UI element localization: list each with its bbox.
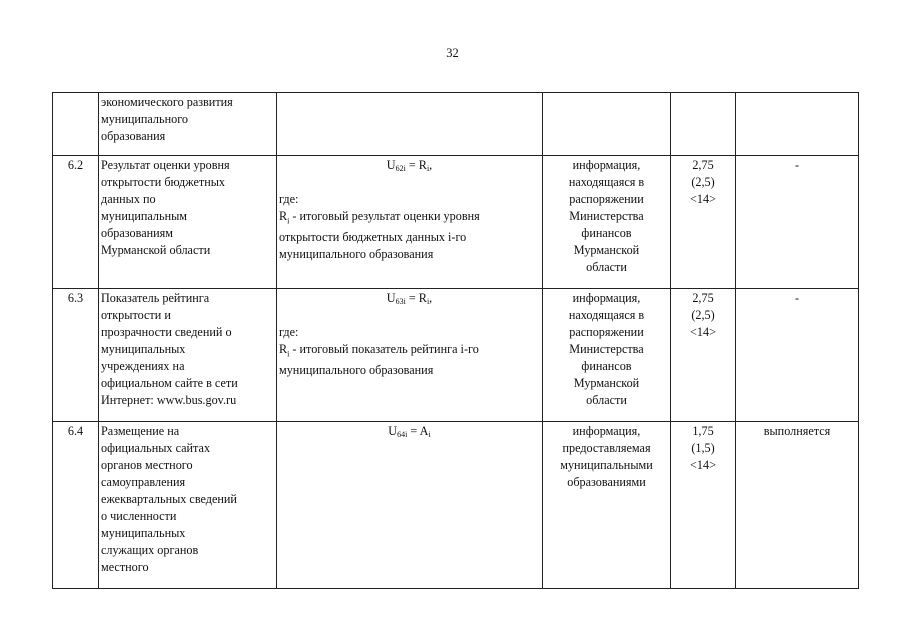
name-line: муниципального [101, 112, 188, 126]
formula-rhs-sub: i [426, 297, 430, 306]
source-line: Министерства [569, 342, 644, 356]
source-line: находящаяся в [568, 175, 645, 189]
table-row-6-4 [53, 422, 859, 589]
name-line: ежеквартальных сведений [101, 492, 237, 506]
formula-tail: , [429, 291, 433, 305]
weight-line: (2,5) [691, 175, 715, 189]
source-line: распоряжении [569, 325, 644, 339]
definition-line: открытости бюджетных данных i-го [279, 230, 467, 245]
name-line: официальных сайтах [101, 441, 211, 455]
cell-num: 6.3 [53, 289, 99, 422]
definition-line: муниципального образования [279, 247, 434, 262]
name-line: экономического развития [101, 95, 233, 109]
name-line: органов местного [101, 458, 193, 472]
definition-line [279, 208, 540, 229]
criteria-table [52, 92, 859, 589]
cell-num [53, 93, 99, 156]
name-line: муниципальным [101, 209, 187, 223]
name-line: данных по [101, 192, 156, 206]
cell-result: выполняется [736, 422, 859, 589]
table-row-6-3 [53, 289, 859, 422]
def-var-sub: i [287, 349, 290, 359]
cell-source [543, 93, 671, 156]
weight-line: (2,5) [691, 308, 715, 322]
cell-result: - [736, 156, 859, 289]
source-line: информация, [572, 424, 641, 438]
formula-rhs: = R [405, 291, 427, 305]
formula [279, 157, 540, 174]
name-line: открытости и [101, 308, 171, 322]
cell-name [99, 156, 277, 289]
name-line: прозрачности сведений о [101, 325, 232, 339]
source-line: информация, [572, 158, 641, 172]
cell-source [543, 422, 671, 589]
where-label: где: [279, 192, 299, 206]
source-line: муниципальными [560, 458, 653, 472]
name-line: Показатель рейтинга [101, 291, 210, 305]
source-line: распоряжении [569, 192, 644, 206]
weight-line: 2,75 [692, 291, 714, 305]
source-line: финансов [581, 359, 632, 373]
table-row-continuation [53, 93, 859, 156]
formula-lhs: U [386, 291, 396, 305]
source-line: образованиями [567, 475, 646, 489]
page-number: 32 [446, 46, 459, 60]
formula-rhs-sub: i [426, 164, 430, 173]
def-var: R [279, 209, 288, 223]
cell-formula [277, 93, 543, 156]
formula-rhs: = A [407, 424, 429, 438]
table-row-6-2 [53, 156, 859, 289]
name-line: муниципальных [101, 526, 186, 540]
source-line: Министерства [569, 209, 644, 223]
cell-weight [671, 289, 736, 422]
source-line: предоставляемая [562, 441, 651, 455]
source-line: финансов [581, 226, 632, 240]
weight-line: <14> [690, 325, 716, 339]
formula-lhs-sub: 62i [395, 164, 406, 173]
cell-weight [671, 93, 736, 156]
weight-line: <14> [690, 192, 716, 206]
formula-lhs: U [386, 158, 396, 172]
formula-lhs-sub: 63i [395, 297, 406, 306]
source-line: информация, [572, 291, 641, 305]
source-line: Мурманской [573, 243, 640, 257]
def-text: - итоговый результат оценки уровня [289, 209, 480, 223]
formula [279, 290, 540, 307]
cell-result [736, 93, 859, 156]
definition-line: муниципального образования [279, 363, 434, 378]
weight-line: (1,5) [691, 441, 715, 455]
name-line: образованиям [101, 226, 174, 240]
name-line: местного [101, 560, 149, 574]
name-line: открытости бюджетных [101, 175, 226, 189]
where-label: где: [279, 325, 299, 339]
def-text: - итоговый показатель рейтинга i-го [289, 342, 479, 356]
name-line: официальном сайте в сети [101, 376, 238, 390]
formula-lhs: U [388, 424, 398, 438]
cell-name [99, 422, 277, 589]
name-line: Размещение на [101, 424, 180, 438]
formula-lhs-sub: 64i [397, 430, 408, 439]
name-line: самоуправления [101, 475, 186, 489]
cell-source [543, 156, 671, 289]
def-var-sub: i [287, 216, 290, 226]
formula [279, 423, 540, 440]
weight-line: 2,75 [692, 158, 714, 172]
formula-rhs: = R [405, 158, 427, 172]
cell-num: 6.2 [53, 156, 99, 289]
name-line: Интернет: www.bus.gov.ru [101, 393, 237, 407]
formula-rhs-sub: i [428, 430, 431, 439]
definition-line [279, 341, 540, 362]
name-line: служащих органов [101, 543, 199, 557]
source-line: Мурманской [573, 376, 640, 390]
def-var: R [279, 342, 288, 356]
weight-line: <14> [690, 458, 716, 472]
name-line: образования [101, 129, 166, 143]
name-line: Результат оценки уровня [101, 158, 230, 172]
source-line: находящаяся в [568, 308, 645, 322]
name-line: муниципальных [101, 342, 186, 356]
name-line: Мурманской области [101, 243, 211, 257]
formula-tail: , [429, 158, 433, 172]
name-line: о численности [101, 509, 177, 523]
name-line: учреждениях на [101, 359, 185, 373]
cell-weight [671, 422, 736, 589]
cell-num: 6.4 [53, 422, 99, 589]
cell-source [543, 289, 671, 422]
cell-result: - [736, 289, 859, 422]
cell-name [99, 289, 277, 422]
source-line: области [586, 260, 627, 274]
cell-weight [671, 156, 736, 289]
source-line: области [586, 393, 627, 407]
cell-formula [277, 289, 543, 422]
cell-formula [277, 156, 543, 289]
cell-formula [277, 422, 543, 589]
weight-line: 1,75 [692, 424, 714, 438]
cell-name [99, 93, 277, 156]
